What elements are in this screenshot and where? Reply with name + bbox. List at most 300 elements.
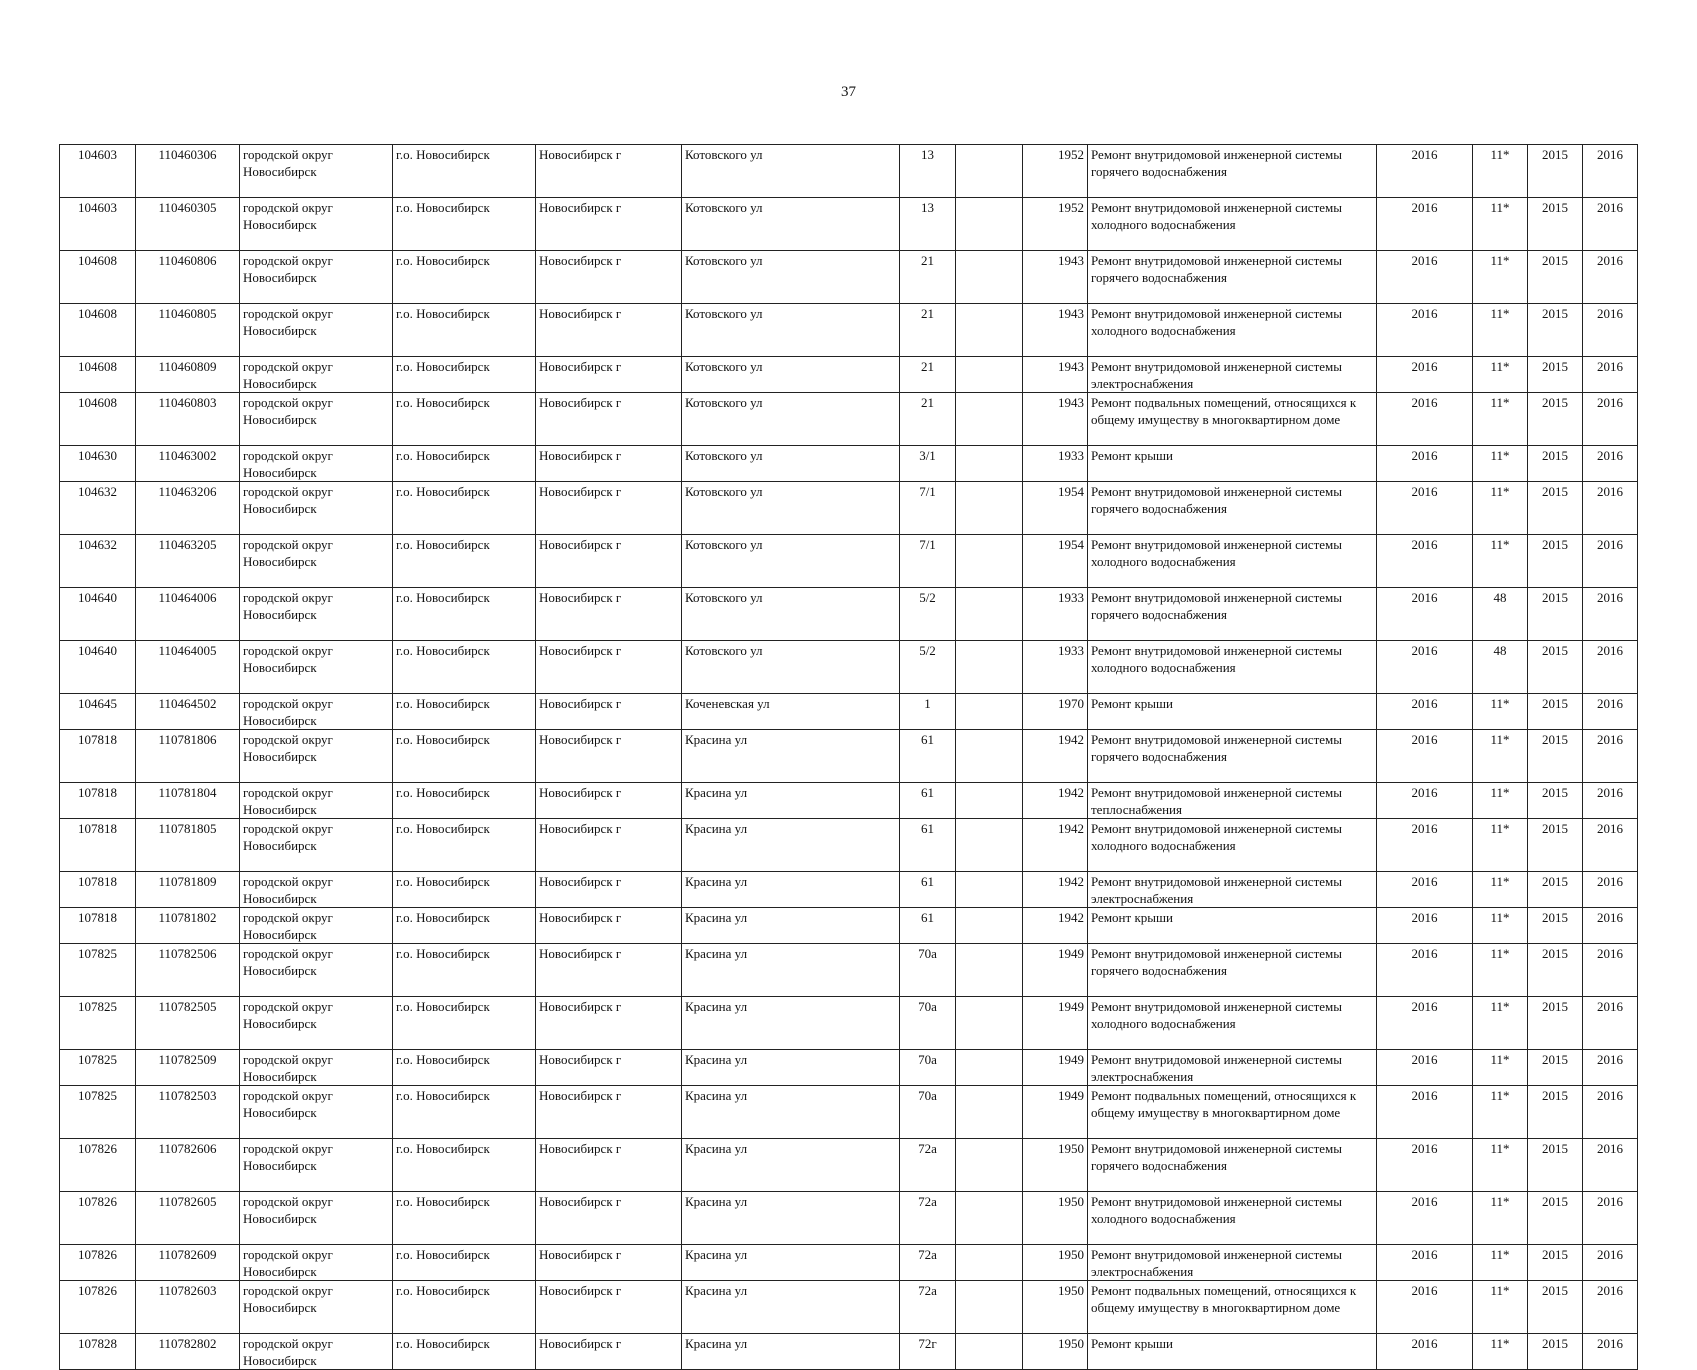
cell-start-year: 2015 — [1528, 694, 1583, 730]
cell-start-year: 2015 — [1528, 1086, 1583, 1139]
cell-house-id: 107826 — [60, 1245, 136, 1281]
cell-municipality: городской округ Новосибирск — [240, 694, 393, 730]
cell-plan-year: 2016 — [1377, 641, 1473, 694]
cell-work-type: Ремонт крыши — [1088, 694, 1377, 730]
cell-start-year: 2015 — [1528, 1334, 1583, 1370]
cell-end-year: 2016 — [1583, 198, 1638, 251]
cell-start-year: 2015 — [1528, 819, 1583, 872]
cell-district: г.о. Новосибирск — [393, 1281, 536, 1334]
cell-locality: Новосибирск г — [536, 641, 682, 694]
cell-start-year: 2015 — [1528, 145, 1583, 198]
cell-house-number: 72а — [900, 1192, 956, 1245]
table-row — [60, 730, 1638, 783]
cell-year-built: 1949 — [1023, 997, 1088, 1050]
cell-code: 11* — [1473, 694, 1528, 730]
cell-start-year: 2015 — [1528, 198, 1583, 251]
cell-start-year: 2015 — [1528, 908, 1583, 944]
cell-street: Красина ул — [682, 997, 900, 1050]
cell-building — [956, 730, 1023, 783]
cell-district: г.о. Новосибирск — [393, 819, 536, 872]
table-row — [60, 1139, 1638, 1192]
cell-building — [956, 1086, 1023, 1139]
cell-year-built: 1952 — [1023, 198, 1088, 251]
cell-street: Красина ул — [682, 872, 900, 908]
cell-locality: Новосибирск г — [536, 357, 682, 393]
cell-district: г.о. Новосибирск — [393, 997, 536, 1050]
cell-district: г.о. Новосибирск — [393, 357, 536, 393]
cell-building — [956, 393, 1023, 446]
cell-plan-year: 2016 — [1377, 198, 1473, 251]
cell-locality: Новосибирск г — [536, 304, 682, 357]
table-row — [60, 446, 1638, 482]
cell-locality: Новосибирск г — [536, 446, 682, 482]
cell-plan-year: 2016 — [1377, 783, 1473, 819]
cell-street: Красина ул — [682, 908, 900, 944]
cell-work-type: Ремонт внутридомовой инженерной системы холодного водоснабжения — [1088, 641, 1377, 694]
cell-district: г.о. Новосибирск — [393, 1139, 536, 1192]
cell-code: 11* — [1473, 304, 1528, 357]
table-row — [60, 944, 1638, 997]
cell-district: г.о. Новосибирск — [393, 1050, 536, 1086]
cell-locality: Новосибирск г — [536, 198, 682, 251]
cell-code: 11* — [1473, 783, 1528, 819]
table-row — [60, 198, 1638, 251]
cell-house-number: 61 — [900, 730, 956, 783]
cell-work-id: 110781804 — [136, 783, 240, 819]
cell-house-id: 107828 — [60, 1334, 136, 1370]
cell-house-number: 1 — [900, 694, 956, 730]
cell-start-year: 2015 — [1528, 872, 1583, 908]
cell-municipality: городской округ Новосибирск — [240, 1334, 393, 1370]
cell-start-year: 2015 — [1528, 588, 1583, 641]
cell-house-id: 104608 — [60, 357, 136, 393]
cell-code: 11* — [1473, 819, 1528, 872]
cell-code: 11* — [1473, 944, 1528, 997]
cell-plan-year: 2016 — [1377, 1192, 1473, 1245]
cell-building — [956, 482, 1023, 535]
cell-work-id: 110463002 — [136, 446, 240, 482]
cell-street: Красина ул — [682, 1050, 900, 1086]
cell-locality: Новосибирск г — [536, 588, 682, 641]
cell-work-id: 110781802 — [136, 908, 240, 944]
cell-work-type: Ремонт внутридомовой инженерной системы горячего водоснабжения — [1088, 145, 1377, 198]
cell-work-id: 110460805 — [136, 304, 240, 357]
cell-year-built: 1950 — [1023, 1139, 1088, 1192]
cell-street: Котовского ул — [682, 198, 900, 251]
cell-plan-year: 2016 — [1377, 304, 1473, 357]
cell-work-id: 110782503 — [136, 1086, 240, 1139]
cell-municipality: городской округ Новосибирск — [240, 944, 393, 997]
cell-end-year: 2016 — [1583, 304, 1638, 357]
cell-street: Красина ул — [682, 944, 900, 997]
cell-work-type: Ремонт внутридомовой инженерной системы теплоснабжения — [1088, 783, 1377, 819]
cell-plan-year: 2016 — [1377, 730, 1473, 783]
cell-work-type: Ремонт внутридомовой инженерной системы горячего водоснабжения — [1088, 730, 1377, 783]
cell-code: 11* — [1473, 198, 1528, 251]
table-row — [60, 1334, 1638, 1370]
cell-start-year: 2015 — [1528, 482, 1583, 535]
cell-house-id: 107825 — [60, 944, 136, 997]
cell-plan-year: 2016 — [1377, 535, 1473, 588]
cell-house-id: 107818 — [60, 872, 136, 908]
cell-plan-year: 2016 — [1377, 1086, 1473, 1139]
page-number: 37 — [841, 84, 856, 100]
cell-end-year: 2016 — [1583, 641, 1638, 694]
cell-locality: Новосибирск г — [536, 694, 682, 730]
cell-end-year: 2016 — [1583, 1139, 1638, 1192]
cell-year-built: 1950 — [1023, 1281, 1088, 1334]
cell-start-year: 2015 — [1528, 1139, 1583, 1192]
cell-house-number: 72г — [900, 1334, 956, 1370]
cell-start-year: 2015 — [1528, 357, 1583, 393]
cell-work-type: Ремонт внутридомовой инженерной системы холодного водоснабжения — [1088, 304, 1377, 357]
cell-house-number: 21 — [900, 304, 956, 357]
cell-end-year: 2016 — [1583, 783, 1638, 819]
cell-start-year: 2015 — [1528, 1050, 1583, 1086]
cell-work-type: Ремонт подвальных помещений, относящихся к общему имуществу в многоквартирном доме — [1088, 1281, 1377, 1334]
cell-code: 11* — [1473, 872, 1528, 908]
cell-street: Котовского ул — [682, 251, 900, 304]
cell-building — [956, 198, 1023, 251]
cell-building — [956, 304, 1023, 357]
cell-work-id: 110782509 — [136, 1050, 240, 1086]
cell-house-number: 72а — [900, 1281, 956, 1334]
cell-plan-year: 2016 — [1377, 588, 1473, 641]
cell-code: 11* — [1473, 997, 1528, 1050]
cell-street: Красина ул — [682, 1281, 900, 1334]
cell-start-year: 2015 — [1528, 304, 1583, 357]
cell-end-year: 2016 — [1583, 694, 1638, 730]
cell-building — [956, 694, 1023, 730]
cell-start-year: 2015 — [1528, 1281, 1583, 1334]
cell-house-id: 107825 — [60, 997, 136, 1050]
cell-house-number: 61 — [900, 908, 956, 944]
cell-street: Котовского ул — [682, 357, 900, 393]
table-row — [60, 908, 1638, 944]
cell-street: Красина ул — [682, 783, 900, 819]
cell-end-year: 2016 — [1583, 819, 1638, 872]
cell-municipality: городской округ Новосибирск — [240, 1086, 393, 1139]
cell-end-year: 2016 — [1583, 872, 1638, 908]
cell-year-built: 1933 — [1023, 641, 1088, 694]
cell-code: 11* — [1473, 1050, 1528, 1086]
cell-work-id: 110781809 — [136, 872, 240, 908]
cell-locality: Новосибирск г — [536, 944, 682, 997]
cell-street: Красина ул — [682, 730, 900, 783]
cell-building — [956, 446, 1023, 482]
cell-street: Котовского ул — [682, 393, 900, 446]
cell-street: Котовского ул — [682, 145, 900, 198]
cell-code: 11* — [1473, 730, 1528, 783]
cell-end-year: 2016 — [1583, 588, 1638, 641]
cell-house-number: 70а — [900, 997, 956, 1050]
cell-year-built: 1942 — [1023, 872, 1088, 908]
cell-municipality: городской округ Новосибирск — [240, 482, 393, 535]
cell-end-year: 2016 — [1583, 357, 1638, 393]
cell-street: Красина ул — [682, 1334, 900, 1370]
cell-plan-year: 2016 — [1377, 908, 1473, 944]
table-row — [60, 694, 1638, 730]
table-row — [60, 819, 1638, 872]
cell-building — [956, 819, 1023, 872]
cell-house-id: 104608 — [60, 304, 136, 357]
cell-year-built: 1949 — [1023, 1050, 1088, 1086]
cell-street: Красина ул — [682, 1139, 900, 1192]
cell-work-type: Ремонт подвальных помещений, относящихся к общему имуществу в многоквартирном доме — [1088, 1086, 1377, 1139]
table-row — [60, 588, 1638, 641]
cell-plan-year: 2016 — [1377, 1334, 1473, 1370]
cell-year-built: 1949 — [1023, 944, 1088, 997]
cell-work-type: Ремонт крыши — [1088, 908, 1377, 944]
cell-end-year: 2016 — [1583, 446, 1638, 482]
cell-end-year: 2016 — [1583, 1281, 1638, 1334]
cell-plan-year: 2016 — [1377, 997, 1473, 1050]
cell-work-type: Ремонт внутридомовой инженерной системы горячего водоснабжения — [1088, 1139, 1377, 1192]
cell-municipality: городской округ Новосибирск — [240, 819, 393, 872]
cell-plan-year: 2016 — [1377, 872, 1473, 908]
cell-district: г.о. Новосибирск — [393, 1334, 536, 1370]
cell-year-built: 1950 — [1023, 1245, 1088, 1281]
cell-work-id: 110782603 — [136, 1281, 240, 1334]
cell-work-id: 110464005 — [136, 641, 240, 694]
cell-locality: Новосибирск г — [536, 1281, 682, 1334]
cell-locality: Новосибирск г — [536, 730, 682, 783]
cell-locality: Новосибирск г — [536, 1139, 682, 1192]
cell-house-number: 21 — [900, 357, 956, 393]
cell-locality: Новосибирск г — [536, 1192, 682, 1245]
cell-work-id: 110460306 — [136, 145, 240, 198]
cell-municipality: городской округ Новосибирск — [240, 1245, 393, 1281]
cell-year-built: 1970 — [1023, 694, 1088, 730]
cell-locality: Новосибирск г — [536, 535, 682, 588]
cell-house-id: 107818 — [60, 908, 136, 944]
cell-district: г.о. Новосибирск — [393, 783, 536, 819]
cell-house-id: 107825 — [60, 1050, 136, 1086]
cell-municipality: городской округ Новосибирск — [240, 393, 393, 446]
cell-municipality: городской округ Новосибирск — [240, 641, 393, 694]
cell-end-year: 2016 — [1583, 944, 1638, 997]
cell-year-built: 1933 — [1023, 588, 1088, 641]
cell-house-number: 5/2 — [900, 588, 956, 641]
cell-municipality: городской округ Новосибирск — [240, 446, 393, 482]
table-row — [60, 251, 1638, 304]
cell-district: г.о. Новосибирск — [393, 304, 536, 357]
cell-locality: Новосибирск г — [536, 1050, 682, 1086]
cell-year-built: 1943 — [1023, 357, 1088, 393]
cell-house-number: 7/1 — [900, 535, 956, 588]
table-row — [60, 482, 1638, 535]
cell-municipality: городской округ Новосибирск — [240, 1192, 393, 1245]
cell-year-built: 1950 — [1023, 1334, 1088, 1370]
cell-plan-year: 2016 — [1377, 944, 1473, 997]
cell-house-id: 104640 — [60, 641, 136, 694]
cell-building — [956, 1281, 1023, 1334]
cell-district: г.о. Новосибирск — [393, 588, 536, 641]
cell-year-built: 1943 — [1023, 304, 1088, 357]
cell-building — [956, 357, 1023, 393]
cell-year-built: 1943 — [1023, 251, 1088, 304]
cell-district: г.о. Новосибирск — [393, 145, 536, 198]
cell-district: г.о. Новосибирск — [393, 393, 536, 446]
cell-work-type: Ремонт подвальных помещений, относящихся к общему имуществу в многоквартирном доме — [1088, 393, 1377, 446]
cell-end-year: 2016 — [1583, 1086, 1638, 1139]
cell-street: Котовского ул — [682, 446, 900, 482]
cell-municipality: городской округ Новосибирск — [240, 251, 393, 304]
cell-street: Коченевская ул — [682, 694, 900, 730]
cell-start-year: 2015 — [1528, 1192, 1583, 1245]
cell-street: Красина ул — [682, 819, 900, 872]
cell-house-id: 104608 — [60, 393, 136, 446]
cell-street: Котовского ул — [682, 588, 900, 641]
cell-municipality: городской округ Новосибирск — [240, 908, 393, 944]
cell-house-number: 7/1 — [900, 482, 956, 535]
table-row — [60, 145, 1638, 198]
cell-code: 11* — [1473, 251, 1528, 304]
cell-building — [956, 783, 1023, 819]
table-row — [60, 393, 1638, 446]
cell-locality: Новосибирск г — [536, 1334, 682, 1370]
table-row — [60, 783, 1638, 819]
cell-house-number: 70а — [900, 1050, 956, 1086]
cell-work-type: Ремонт внутридомовой инженерной системы холодного водоснабжения — [1088, 535, 1377, 588]
cell-work-id: 110460803 — [136, 393, 240, 446]
cell-start-year: 2015 — [1528, 446, 1583, 482]
cell-municipality: городской округ Новосибирск — [240, 304, 393, 357]
cell-locality: Новосибирск г — [536, 482, 682, 535]
cell-work-id: 110463206 — [136, 482, 240, 535]
cell-plan-year: 2016 — [1377, 145, 1473, 198]
table-row — [60, 1245, 1638, 1281]
table-row — [60, 357, 1638, 393]
cell-work-type: Ремонт внутридомовой инженерной системы холодного водоснабжения — [1088, 819, 1377, 872]
cell-work-id: 110460806 — [136, 251, 240, 304]
cell-district: г.о. Новосибирск — [393, 446, 536, 482]
cell-plan-year: 2016 — [1377, 1050, 1473, 1086]
cell-district: г.о. Новосибирск — [393, 535, 536, 588]
cell-street: Красина ул — [682, 1192, 900, 1245]
cell-start-year: 2015 — [1528, 251, 1583, 304]
cell-house-id: 107825 — [60, 1086, 136, 1139]
cell-code: 11* — [1473, 1334, 1528, 1370]
cell-end-year: 2016 — [1583, 730, 1638, 783]
cell-building — [956, 1334, 1023, 1370]
cell-municipality: городской округ Новосибирск — [240, 588, 393, 641]
cell-work-id: 110782506 — [136, 944, 240, 997]
cell-work-type: Ремонт внутридомовой инженерной системы горячего водоснабжения — [1088, 588, 1377, 641]
cell-start-year: 2015 — [1528, 1245, 1583, 1281]
cell-house-number: 61 — [900, 783, 956, 819]
cell-locality: Новосибирск г — [536, 908, 682, 944]
cell-locality: Новосибирск г — [536, 1086, 682, 1139]
cell-year-built: 1942 — [1023, 908, 1088, 944]
cell-district: г.о. Новосибирск — [393, 641, 536, 694]
cell-locality: Новосибирск г — [536, 1245, 682, 1281]
cell-start-year: 2015 — [1528, 997, 1583, 1050]
table-row — [60, 872, 1638, 908]
cell-work-type: Ремонт внутридомовой инженерной системы электроснабжения — [1088, 872, 1377, 908]
cell-building — [956, 145, 1023, 198]
cell-end-year: 2016 — [1583, 997, 1638, 1050]
cell-year-built: 1942 — [1023, 819, 1088, 872]
cell-work-id: 110782505 — [136, 997, 240, 1050]
cell-house-number: 5/2 — [900, 641, 956, 694]
cell-start-year: 2015 — [1528, 730, 1583, 783]
cell-municipality: городской округ Новосибирск — [240, 198, 393, 251]
cell-locality: Новосибирск г — [536, 872, 682, 908]
cell-building — [956, 641, 1023, 694]
cell-house-number: 21 — [900, 393, 956, 446]
cell-building — [956, 944, 1023, 997]
capital-repair-table — [59, 144, 1638, 1370]
cell-district: г.о. Новосибирск — [393, 1192, 536, 1245]
cell-district: г.о. Новосибирск — [393, 872, 536, 908]
table-row — [60, 535, 1638, 588]
cell-house-number: 61 — [900, 819, 956, 872]
cell-code: 11* — [1473, 482, 1528, 535]
cell-street: Котовского ул — [682, 535, 900, 588]
cell-district: г.о. Новосибирск — [393, 944, 536, 997]
cell-plan-year: 2016 — [1377, 446, 1473, 482]
cell-plan-year: 2016 — [1377, 1245, 1473, 1281]
cell-building — [956, 908, 1023, 944]
cell-plan-year: 2016 — [1377, 357, 1473, 393]
cell-house-id: 104608 — [60, 251, 136, 304]
cell-house-id: 107818 — [60, 730, 136, 783]
cell-building — [956, 1050, 1023, 1086]
cell-work-id: 110781805 — [136, 819, 240, 872]
table-row — [60, 1086, 1638, 1139]
cell-code: 48 — [1473, 641, 1528, 694]
cell-locality: Новосибирск г — [536, 393, 682, 446]
cell-year-built: 1943 — [1023, 393, 1088, 446]
cell-building — [956, 1139, 1023, 1192]
cell-locality: Новосибирск г — [536, 251, 682, 304]
cell-plan-year: 2016 — [1377, 1281, 1473, 1334]
cell-building — [956, 1245, 1023, 1281]
cell-year-built: 1954 — [1023, 535, 1088, 588]
cell-house-id: 107818 — [60, 783, 136, 819]
cell-end-year: 2016 — [1583, 145, 1638, 198]
cell-end-year: 2016 — [1583, 535, 1638, 588]
cell-work-type: Ремонт крыши — [1088, 1334, 1377, 1370]
table-body — [60, 145, 1638, 1370]
cell-start-year: 2015 — [1528, 944, 1583, 997]
cell-locality: Новосибирск г — [536, 783, 682, 819]
cell-house-number: 3/1 — [900, 446, 956, 482]
cell-code: 11* — [1473, 446, 1528, 482]
cell-year-built: 1950 — [1023, 1192, 1088, 1245]
cell-plan-year: 2016 — [1377, 694, 1473, 730]
cell-house-number: 13 — [900, 145, 956, 198]
cell-year-built: 1952 — [1023, 145, 1088, 198]
cell-code: 11* — [1473, 1192, 1528, 1245]
cell-district: г.о. Новосибирск — [393, 198, 536, 251]
cell-work-type: Ремонт внутридомовой инженерной системы холодного водоснабжения — [1088, 198, 1377, 251]
cell-street: Котовского ул — [682, 641, 900, 694]
cell-district: г.о. Новосибирск — [393, 730, 536, 783]
cell-end-year: 2016 — [1583, 908, 1638, 944]
cell-end-year: 2016 — [1583, 393, 1638, 446]
cell-house-number: 70а — [900, 1086, 956, 1139]
cell-house-number: 72а — [900, 1139, 956, 1192]
cell-house-number: 72а — [900, 1245, 956, 1281]
table-row — [60, 1192, 1638, 1245]
cell-house-id: 104640 — [60, 588, 136, 641]
table-row — [60, 304, 1638, 357]
cell-code: 11* — [1473, 357, 1528, 393]
cell-start-year: 2015 — [1528, 535, 1583, 588]
cell-code: 11* — [1473, 1139, 1528, 1192]
